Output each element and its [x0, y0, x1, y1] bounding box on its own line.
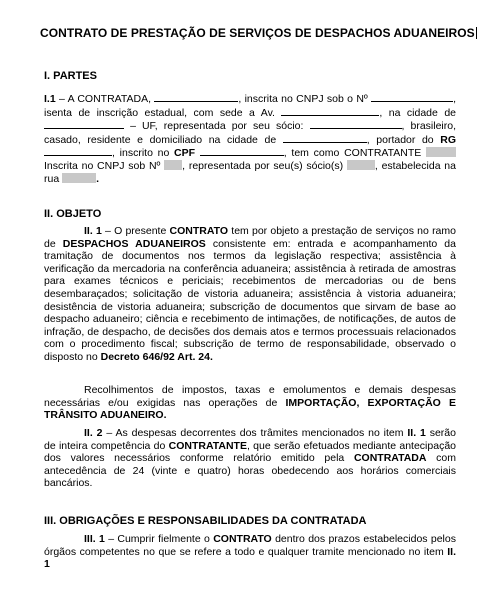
blank-partner-name[interactable] [310, 119, 402, 129]
paragraph-obrigacoes-1: III. 1 – Cumprir fielmente o CONTRATO dentro dos prazos estabelecidos pelos órgãos competentes no que se refere a todo e qualquer tramite mencionado no item II. 1 [44, 533, 456, 571]
form-field-rua[interactable] [62, 173, 96, 183]
blank-cnpj[interactable] [371, 92, 453, 102]
form-field-socios[interactable] [347, 160, 375, 170]
blank-address[interactable] [281, 106, 379, 116]
blank-cpf[interactable] [200, 146, 284, 156]
document-title: CONTRATO DE PRESTAÇÃO DE SERVIÇOS DE DESPACHOS ADUANEIROS [40, 26, 475, 40]
text-cursor [476, 27, 477, 39]
blank-rg[interactable] [44, 146, 112, 156]
blank-city[interactable] [44, 119, 124, 129]
blank-contratada-name[interactable] [154, 92, 238, 102]
paragraph-partes[interactable]: I.1 – A CONTRATADA, , inscrita no CNPJ sob o Nº , isenta de inscrição estadual, com sede a Av. , na cidade de – UF, representada por seu sócio: , brasileiro, casado, residente e domiciliado na cidade de , portador do RG , inscrito no CPF , tem como CONTRATANTE Inscrita no CNPJ sob Nº , representada por seu(s) sócio(s) , estabelecida na rua . [44, 93, 457, 185]
section-heading-obrigacoes: III. OBRIGAÇÕES E RESPONSABILIDADES DA CONTRATADA [44, 515, 367, 527]
form-field-contratante[interactable] [426, 147, 456, 157]
paragraph-objeto-2: Recolhimentos de impostos, taxas e emolumentos e demais despesas necessárias e/ou exigidas nas operações de IMPORTAÇÃO, EXPORTAÇÃO E TRÂNSITO ADUANEIRO. [44, 384, 456, 422]
section-heading-objeto: II. OBJETO [44, 208, 102, 220]
section-heading-partes: I. PARTES [44, 70, 97, 82]
blank-partner-city[interactable] [283, 133, 367, 143]
paragraph-objeto-3: II. 2 – As despesas decorrentes dos trâmites mencionados no item II. 1 serão de inteira competência do CONTRATANTE, que serão efetuados mediante antecipação dos valores necessários conforme relatório emitido pela CONTRATADA com antecedência de 24 (vinte e quatro) horas obedecendo aos horários comerciais bancários. [44, 427, 456, 490]
paragraph-objeto-1: II. 1 – O presente CONTRATO tem por objeto a prestação de serviços no ramo de DESPACHOS ADUANEIROS consistente em: entrada e acompanhamento da tramitação de documentos nos termos da legislação respectiva; assistência à verificação da mercadoria na conferência aduaneira; assistência à retirada de amostras para exames técnicos e periciais; recebimentos de mercadorias ou de bens desembaraçados; solicitação de vistoria aduaneira; assistência à vistoria aduaneira; desistência de vistoria aduaneira; subscrição de documentos que sirvam de base ao despacho aduaneiro; ciência e recebimento de intimações, de notificações, de autos de infração, de despacho, de decisões dos demais atos e termos processuais relacionados com o procedimento fiscal; subscrição de termo de responsabilidade, observado o disposto no Decreto 646/92 Art. 24. [44, 225, 456, 363]
form-field-contratante-cnpj[interactable] [164, 160, 182, 170]
clause-number: I.1 [44, 93, 56, 105]
